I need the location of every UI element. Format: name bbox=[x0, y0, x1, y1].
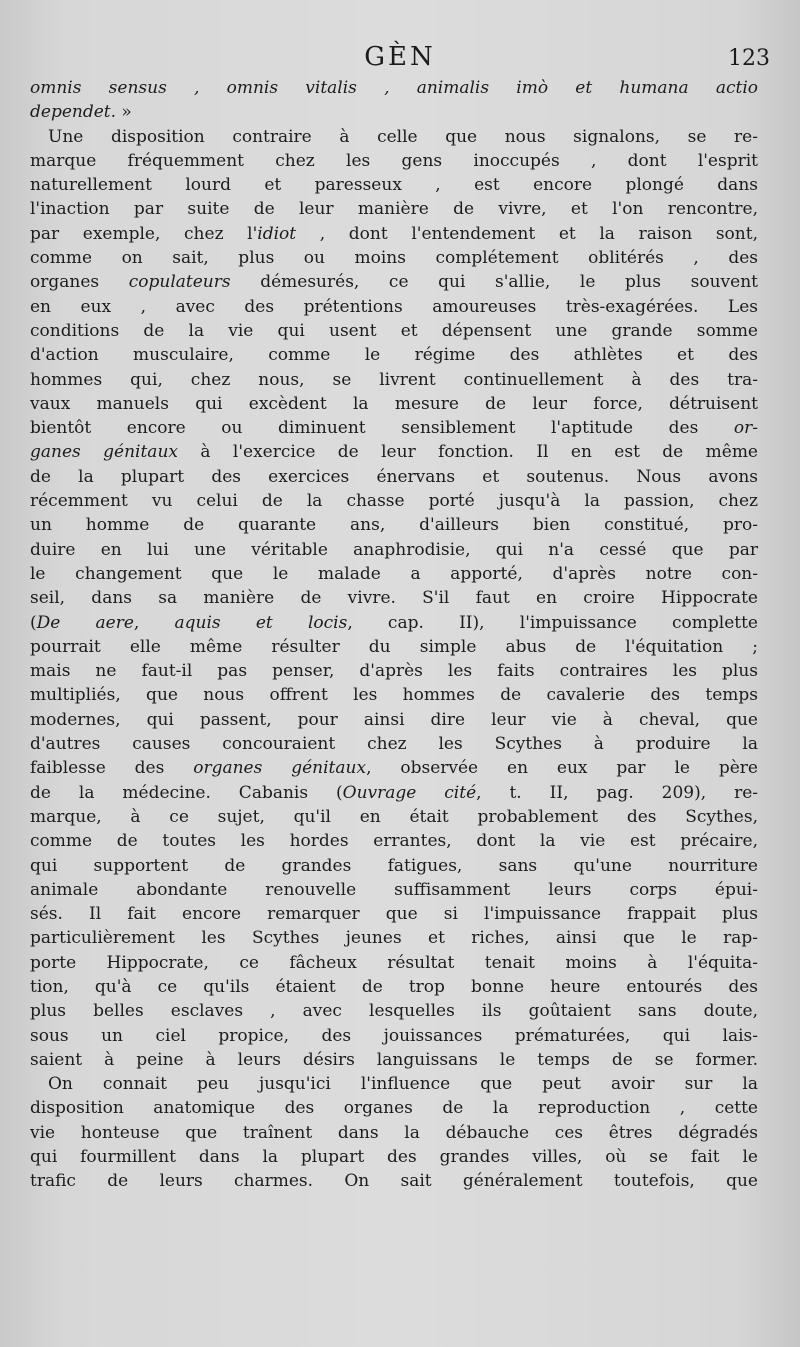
text-line bbox=[30, 489, 758, 513]
text-span: naturellement lourd et paresseux , est encore plongé dans bbox=[30, 175, 758, 196]
text-line bbox=[30, 416, 758, 440]
text-span: , dont l'entendement et la raison sont, bbox=[296, 223, 758, 244]
text-span: hommes qui, chez nous, se livrent continuellement à des tra- bbox=[30, 369, 758, 390]
text-line bbox=[30, 1072, 758, 1096]
italic-text: idiot bbox=[257, 223, 297, 244]
text-line bbox=[30, 781, 758, 805]
page-number: 123 bbox=[728, 46, 770, 71]
text-span: faiblesse des bbox=[30, 758, 194, 779]
text-line bbox=[30, 538, 758, 562]
text-line bbox=[30, 951, 758, 975]
text-line bbox=[30, 611, 758, 635]
italic-text: organes génitaux bbox=[193, 758, 367, 779]
italic-text: ganes génitaux bbox=[30, 442, 178, 463]
text-span: trafic de leurs charmes. On sait généralement toutefois, que bbox=[30, 1171, 758, 1192]
text-line bbox=[30, 246, 758, 270]
italic-text: copulateurs bbox=[128, 272, 231, 293]
italic-text: dependet. bbox=[30, 102, 122, 123]
text-line bbox=[30, 926, 758, 950]
text-line bbox=[30, 222, 758, 246]
text-span: de la plupart des exercices énervans et soutenus. Nous avons bbox=[30, 466, 758, 487]
text-span: un homme de quarante ans, d'ailleurs bien constitué, pro- bbox=[30, 515, 758, 536]
text-span: , cap. II), l'impuissance complette bbox=[347, 612, 758, 633]
text-line bbox=[30, 465, 758, 489]
text-span: de la médecine. Cabanis ( bbox=[30, 782, 343, 803]
text-span: par exemple, chez l' bbox=[30, 223, 258, 244]
italic-text: De aere bbox=[36, 612, 134, 633]
text-line bbox=[30, 1024, 758, 1048]
text-span: , observée en eux par le père bbox=[366, 758, 758, 779]
text-span: animale abondante renouvelle suffisamment leurs corps épui- bbox=[30, 879, 758, 900]
text-span: porte Hippocrate, ce fâcheux résultat tenait moins à l'équita- bbox=[30, 952, 758, 973]
text-span: tion, qu'à ce qu'ils étaient de trop bonne heure entourés des bbox=[30, 976, 758, 997]
text-span: mais ne faut-il pas penser, d'après les faits contraires les plus bbox=[30, 661, 758, 682]
text-span: comme de toutes les hordes errantes, dont la vie est précaire, bbox=[30, 831, 758, 852]
text-span: qui supportent de grandes fatigues, sans qu'une nourriture bbox=[30, 855, 758, 876]
text-span: saient à peine à leurs désirs languissans le temps de se former. bbox=[30, 1049, 758, 1070]
text-line bbox=[30, 708, 758, 732]
text-line bbox=[30, 975, 758, 999]
text-line bbox=[30, 76, 758, 100]
text-span: modernes, qui passent, pour ainsi dire leur vie à cheval, que bbox=[30, 709, 758, 730]
text-line bbox=[30, 149, 758, 173]
text-span: duire en lui une véritable anaphrodisie, qui n'a cessé que par bbox=[30, 539, 758, 560]
text-line bbox=[30, 1096, 758, 1120]
text-span: marque fréquemment chez les gens inoccupés , dont l'esprit bbox=[30, 150, 758, 171]
text-line bbox=[30, 635, 758, 659]
text-span: récemment vu celui de la chasse porté jusqu'à la passion, chez bbox=[30, 491, 758, 512]
text-line bbox=[30, 1169, 758, 1193]
text-line bbox=[30, 1121, 758, 1145]
text-span: conditions de la vie qui usent et dépensent une grande somme bbox=[30, 320, 758, 341]
text-span: disposition anatomique des organes de la reproduction , cette bbox=[30, 1098, 758, 1119]
text-line bbox=[30, 392, 758, 416]
text-span: vie honteuse que traînent dans la débauche ces êtres dégradés bbox=[30, 1122, 758, 1143]
text-span: à l'exercice de leur fonction. Il en est de même bbox=[177, 442, 758, 463]
text-span: pourrait elle même résulter du simple abus de l'équitation ; bbox=[30, 636, 758, 657]
text-line bbox=[30, 440, 758, 464]
text-line bbox=[30, 683, 758, 707]
text-span: le changement que le malade a apporté, d'après notre con- bbox=[30, 563, 758, 584]
text-span: multipliés, que nous offrent les hommes de cavalerie des temps bbox=[30, 685, 758, 706]
text-line bbox=[30, 805, 758, 829]
text-span: sés. Il fait encore remarquer que si l'impuissance frappait plus bbox=[30, 904, 758, 925]
text-span: démesurés, ce qui s'allie, le plus souvent bbox=[230, 272, 758, 293]
text-span: seil, dans sa manière de vivre. S'il faut en croire Hippocrate bbox=[30, 588, 758, 609]
text-line bbox=[30, 173, 758, 197]
text-line bbox=[30, 999, 758, 1023]
text-span: » bbox=[121, 102, 132, 123]
text-line bbox=[30, 659, 758, 683]
italic-text: omnis sensus , omnis vitalis , animalis imò et humana actio bbox=[30, 78, 758, 98]
italic-text: Ouvrage cité bbox=[342, 782, 477, 803]
text-span: ( bbox=[30, 612, 37, 633]
text-line bbox=[30, 854, 758, 878]
text-line bbox=[30, 586, 758, 610]
text-span: en eux , avec des prétentions amoureuses très-exagérées. Les bbox=[30, 296, 758, 317]
text-span: organes bbox=[30, 272, 129, 293]
text-span: qui fourmillent dans la plupart des grandes villes, où se fait le bbox=[30, 1147, 758, 1168]
text-line bbox=[30, 270, 758, 294]
text-span: marque, à ce sujet, qu'il en était probablement des Scythes, bbox=[30, 806, 758, 827]
text-span: particulièrement les Scythes jeunes et riches, ainsi que le rap- bbox=[30, 928, 758, 949]
text-span: bientôt encore ou diminuent sensiblement l'aptitude des bbox=[30, 418, 734, 439]
text-line bbox=[30, 100, 758, 124]
italic-text: or- bbox=[733, 418, 758, 439]
text-line bbox=[30, 829, 758, 853]
body-text bbox=[30, 76, 758, 1194]
text-span: , t. II, pag. 209), re- bbox=[476, 782, 758, 803]
text-line bbox=[30, 902, 758, 926]
text-span: sous un ciel propice, des jouissances prématurées, qui lais- bbox=[30, 1025, 758, 1046]
text-span: , bbox=[133, 612, 175, 633]
text-line bbox=[30, 756, 758, 780]
text-line bbox=[30, 319, 758, 343]
text-span: d'action musculaire, comme le régime des athlètes et des bbox=[30, 345, 758, 366]
italic-text: aquis et locis bbox=[174, 612, 348, 633]
text-line bbox=[30, 1145, 758, 1169]
text-line bbox=[30, 878, 758, 902]
text-span: Une disposition contraire à celle que nous signalons, se re- bbox=[48, 126, 758, 147]
text-line bbox=[30, 295, 758, 319]
text-span: vaux manuels qui excèdent la mesure de leur force, détruisent bbox=[30, 393, 758, 414]
running-head: GÈN bbox=[364, 42, 436, 72]
text-line bbox=[30, 1048, 758, 1072]
text-span: d'autres causes concouraient chez les Scythes à produire la bbox=[30, 734, 758, 755]
text-line bbox=[30, 343, 758, 367]
text-span: On connait peu jusqu'ici l'influence que peut avoir sur la bbox=[48, 1074, 758, 1095]
text-line bbox=[30, 732, 758, 756]
text-line bbox=[30, 368, 758, 392]
text-span: comme on sait, plus ou moins complétement oblitérés , des bbox=[30, 248, 758, 269]
text-span: plus belles esclaves , avec lesquelles ils goûtaient sans doute, bbox=[30, 1001, 758, 1022]
text-line bbox=[30, 125, 758, 149]
text-line bbox=[30, 562, 758, 586]
text-line bbox=[30, 197, 758, 221]
text-line bbox=[30, 513, 758, 537]
text-span: l'inaction par suite de leur manière de vivre, et l'on rencontre, bbox=[30, 199, 758, 220]
